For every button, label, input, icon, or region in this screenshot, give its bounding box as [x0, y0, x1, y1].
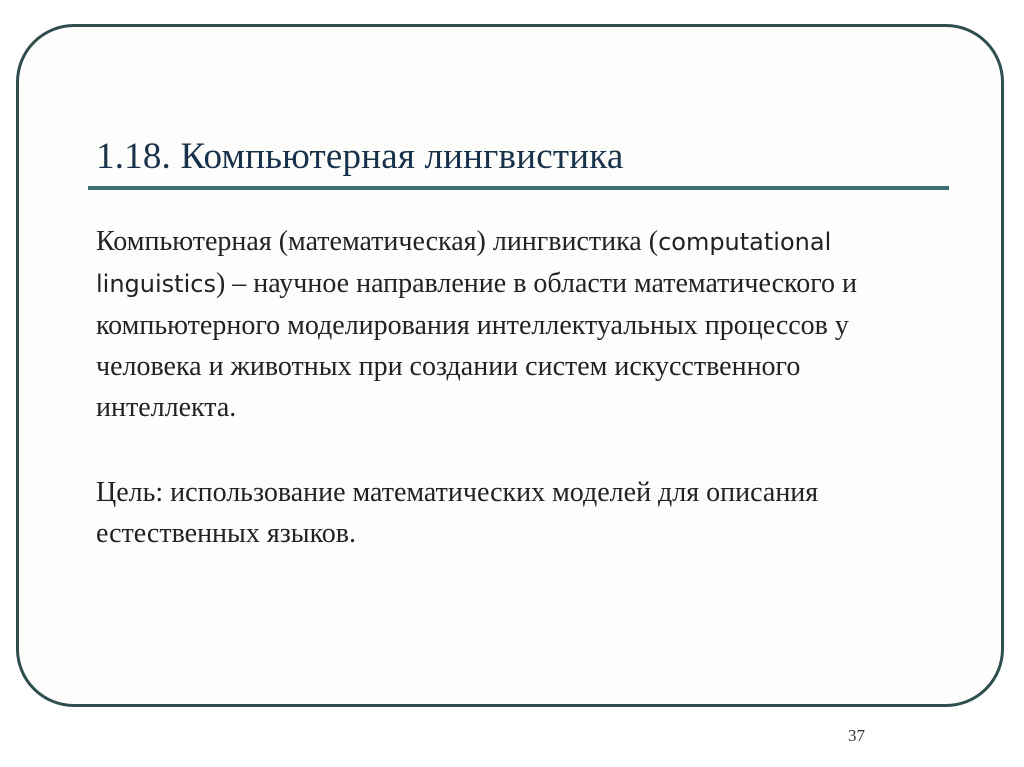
goal-paragraph: Цель: использование математических моделей для описания естественных языков. — [96, 477, 819, 549]
definition-paragraph — [96, 221, 946, 428]
page-number: 37 — [848, 726, 865, 745]
english-term: computational linguistics — [96, 228, 832, 298]
definition-lead-text: Компьютерная (математическая) лингвистика ( — [96, 226, 659, 257]
slide-title: 1.18. Компьютерная лингвистика — [96, 136, 624, 177]
definition-rest-text: ) – научное направление в области математического и компьютерного моделирования интеллектуальных процессов у человека и животных при создании систем искусственного интеллекта. — [96, 268, 857, 423]
title-underline — [88, 186, 949, 190]
